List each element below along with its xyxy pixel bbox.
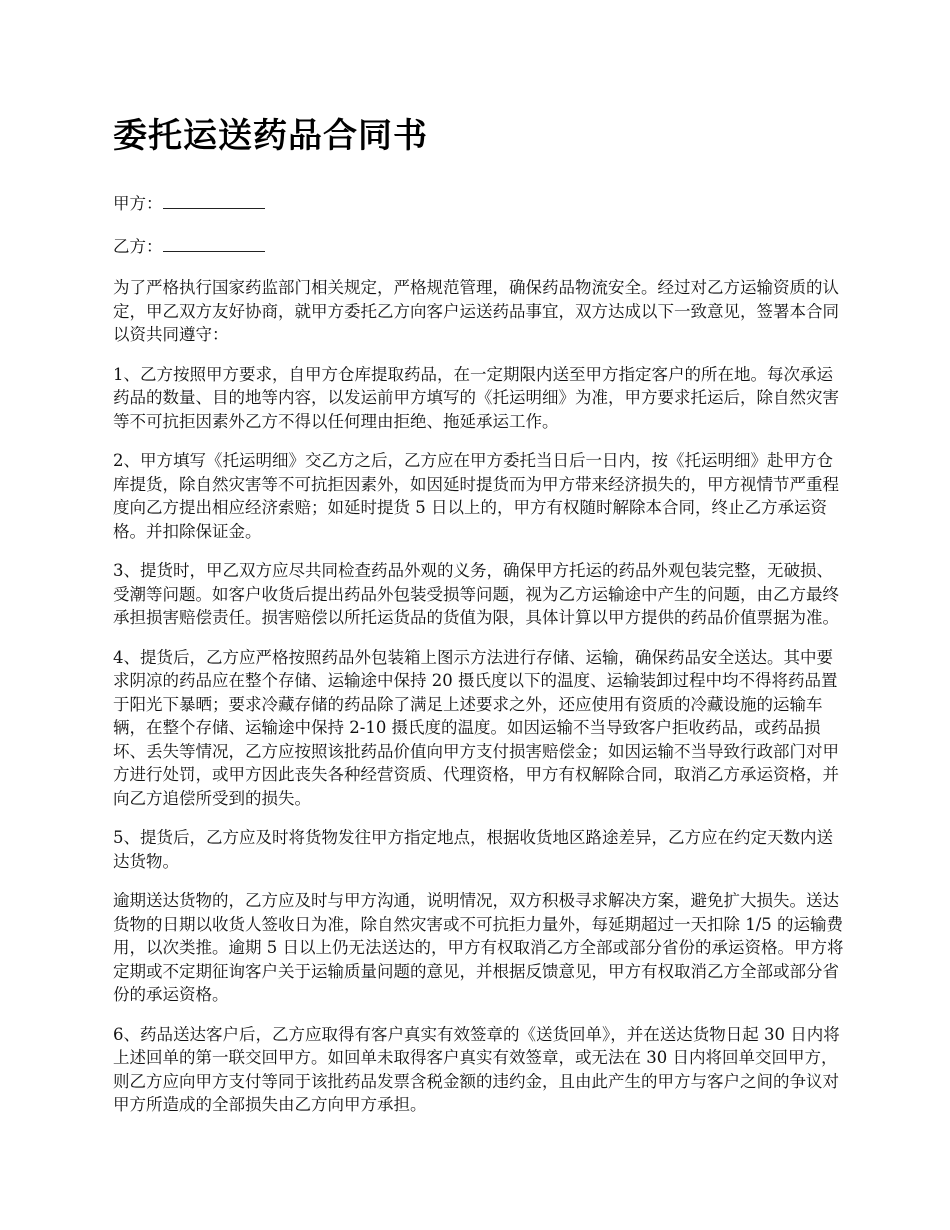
clause-4-paragraph: 4、提货后，乙方应严格按照药品外包装箱上图示方法进行存储、运输，确保药品安全送达。其中要求阴凉的药品应在整个存储、运输途中保持 20 摄氏度以下的温度、运输装卸过程中均不得将药品置于阳光下暴晒；要求冷藏存储的药品除了满足上述要求之外，还应使用有资质的冷藏设施的运输车辆，在整个存储、运输途中保持 2-10 摄氏度的温度。如因运输不当导致客户拒收药品，或药品损坏、丢失等情况，乙方应按照该批药品价值向甲方支付损害赔偿金；如因运输不当导致行政部门对甲方进行处罚，或甲方因此丧失各种经营资质、代理资格，甲方有权解除合同，取消乙方承运资格，并向乙方追偿所受到的损失。 — [113, 647, 839, 808]
clause-5-paragraph: 5、提货后，乙方应及时将货物发往甲方指定地点，根据收货地区路途差异，乙方应在约定天数内送达货物。 — [113, 828, 833, 871]
clause-2-paragraph: 2、甲方填写《托运明细》交乙方之后，乙方应在甲方委托当日后一日内，按《托运明细》赴甲方仓库提货，除自然灾害等不可抗拒因素外，如因延时提货而为甲方带来经济损失的，甲方视情节严重程度向乙方提出相应经济索赔；如延时提货 5 日以上的，甲方有权随时解除本合同，终止乙方承运资格。并扣除保证金。 — [113, 451, 839, 541]
party-b-blank — [163, 233, 265, 252]
document-title: 委托运送药品合同书 — [113, 116, 428, 156]
clause-3-paragraph: 3、提货时，甲乙双方应尽共同检查药品外观的义务，确保甲方托运的药品外观包装完整，无破损、受潮等问题。如客户收货后提出药品外包装受损等问题，视为乙方运输途中产生的问题，由乙方最终承担损害赔偿责任。损害赔偿以所托运货品的货值为限，具体计算以甲方提供的药品价值票据为准。 — [113, 561, 839, 627]
preamble-paragraph: 为了严格执行国家药监部门相关规定，严格规范管理，确保药品物流安全。经过对乙方运输资质的认定，甲乙双方友好协商，就甲方委托乙方向客户运送药品事宜，双方达成以下一致意见，签署本合同以资共同遵守： — [113, 278, 839, 344]
clause-6-paragraph: 6、药品送达客户后，乙方应取得有客户真实有效签章的《送货回单》，并在送达货物日起 30 日内将上述回单的第一联交回甲方。如回单未取得客户真实有效签章，或无法在 30 日内将回单交回甲方，则乙方应向甲方支付等同于该批药品发票含税金额的违约金，且由此产生的甲方与客户之间的争议对甲方所造成的全部损失由乙方向甲方承担。 — [113, 1024, 840, 1114]
party-a-label: 甲方： — [113, 194, 163, 213]
party-a-blank — [163, 190, 265, 209]
party-b-line — [113, 233, 848, 260]
clause-5-overdue-paragraph: 逾期送达货物的，乙方应及时与甲方沟通，说明情况，双方积极寻求解决方案，避免扩大损失。送达货物的日期以收货人签收日为准，除自然灾害或不可抗拒力量外，每延期超过一天扣除 1/5 的运输费用，以次类推。逾期 5 日以上仍无法送达的，甲方有权取消乙方全部或部分省份的承运资格。甲方将定期或不定期征询客户关于运输质量问题的意见，并根据反馈意见，甲方有权取消乙方全部或部分省份的承运资格。 — [113, 891, 844, 1004]
party-a-line — [113, 190, 848, 217]
document-page — [113, 108, 848, 1133]
party-b-label: 乙方： — [113, 237, 163, 256]
clause-1-paragraph: 1、乙方按照甲方要求，自甲方仓库提取药品，在一定期限内送至甲方指定客户的所在地。每次承运药品的数量、目的地等内容，以发运前甲方填写的《托运明细》为准，甲方要求托运后，除自然灾害等不可抗拒因素外乙方不得以任何理由拒绝、拖延承运工作。 — [113, 364, 839, 431]
